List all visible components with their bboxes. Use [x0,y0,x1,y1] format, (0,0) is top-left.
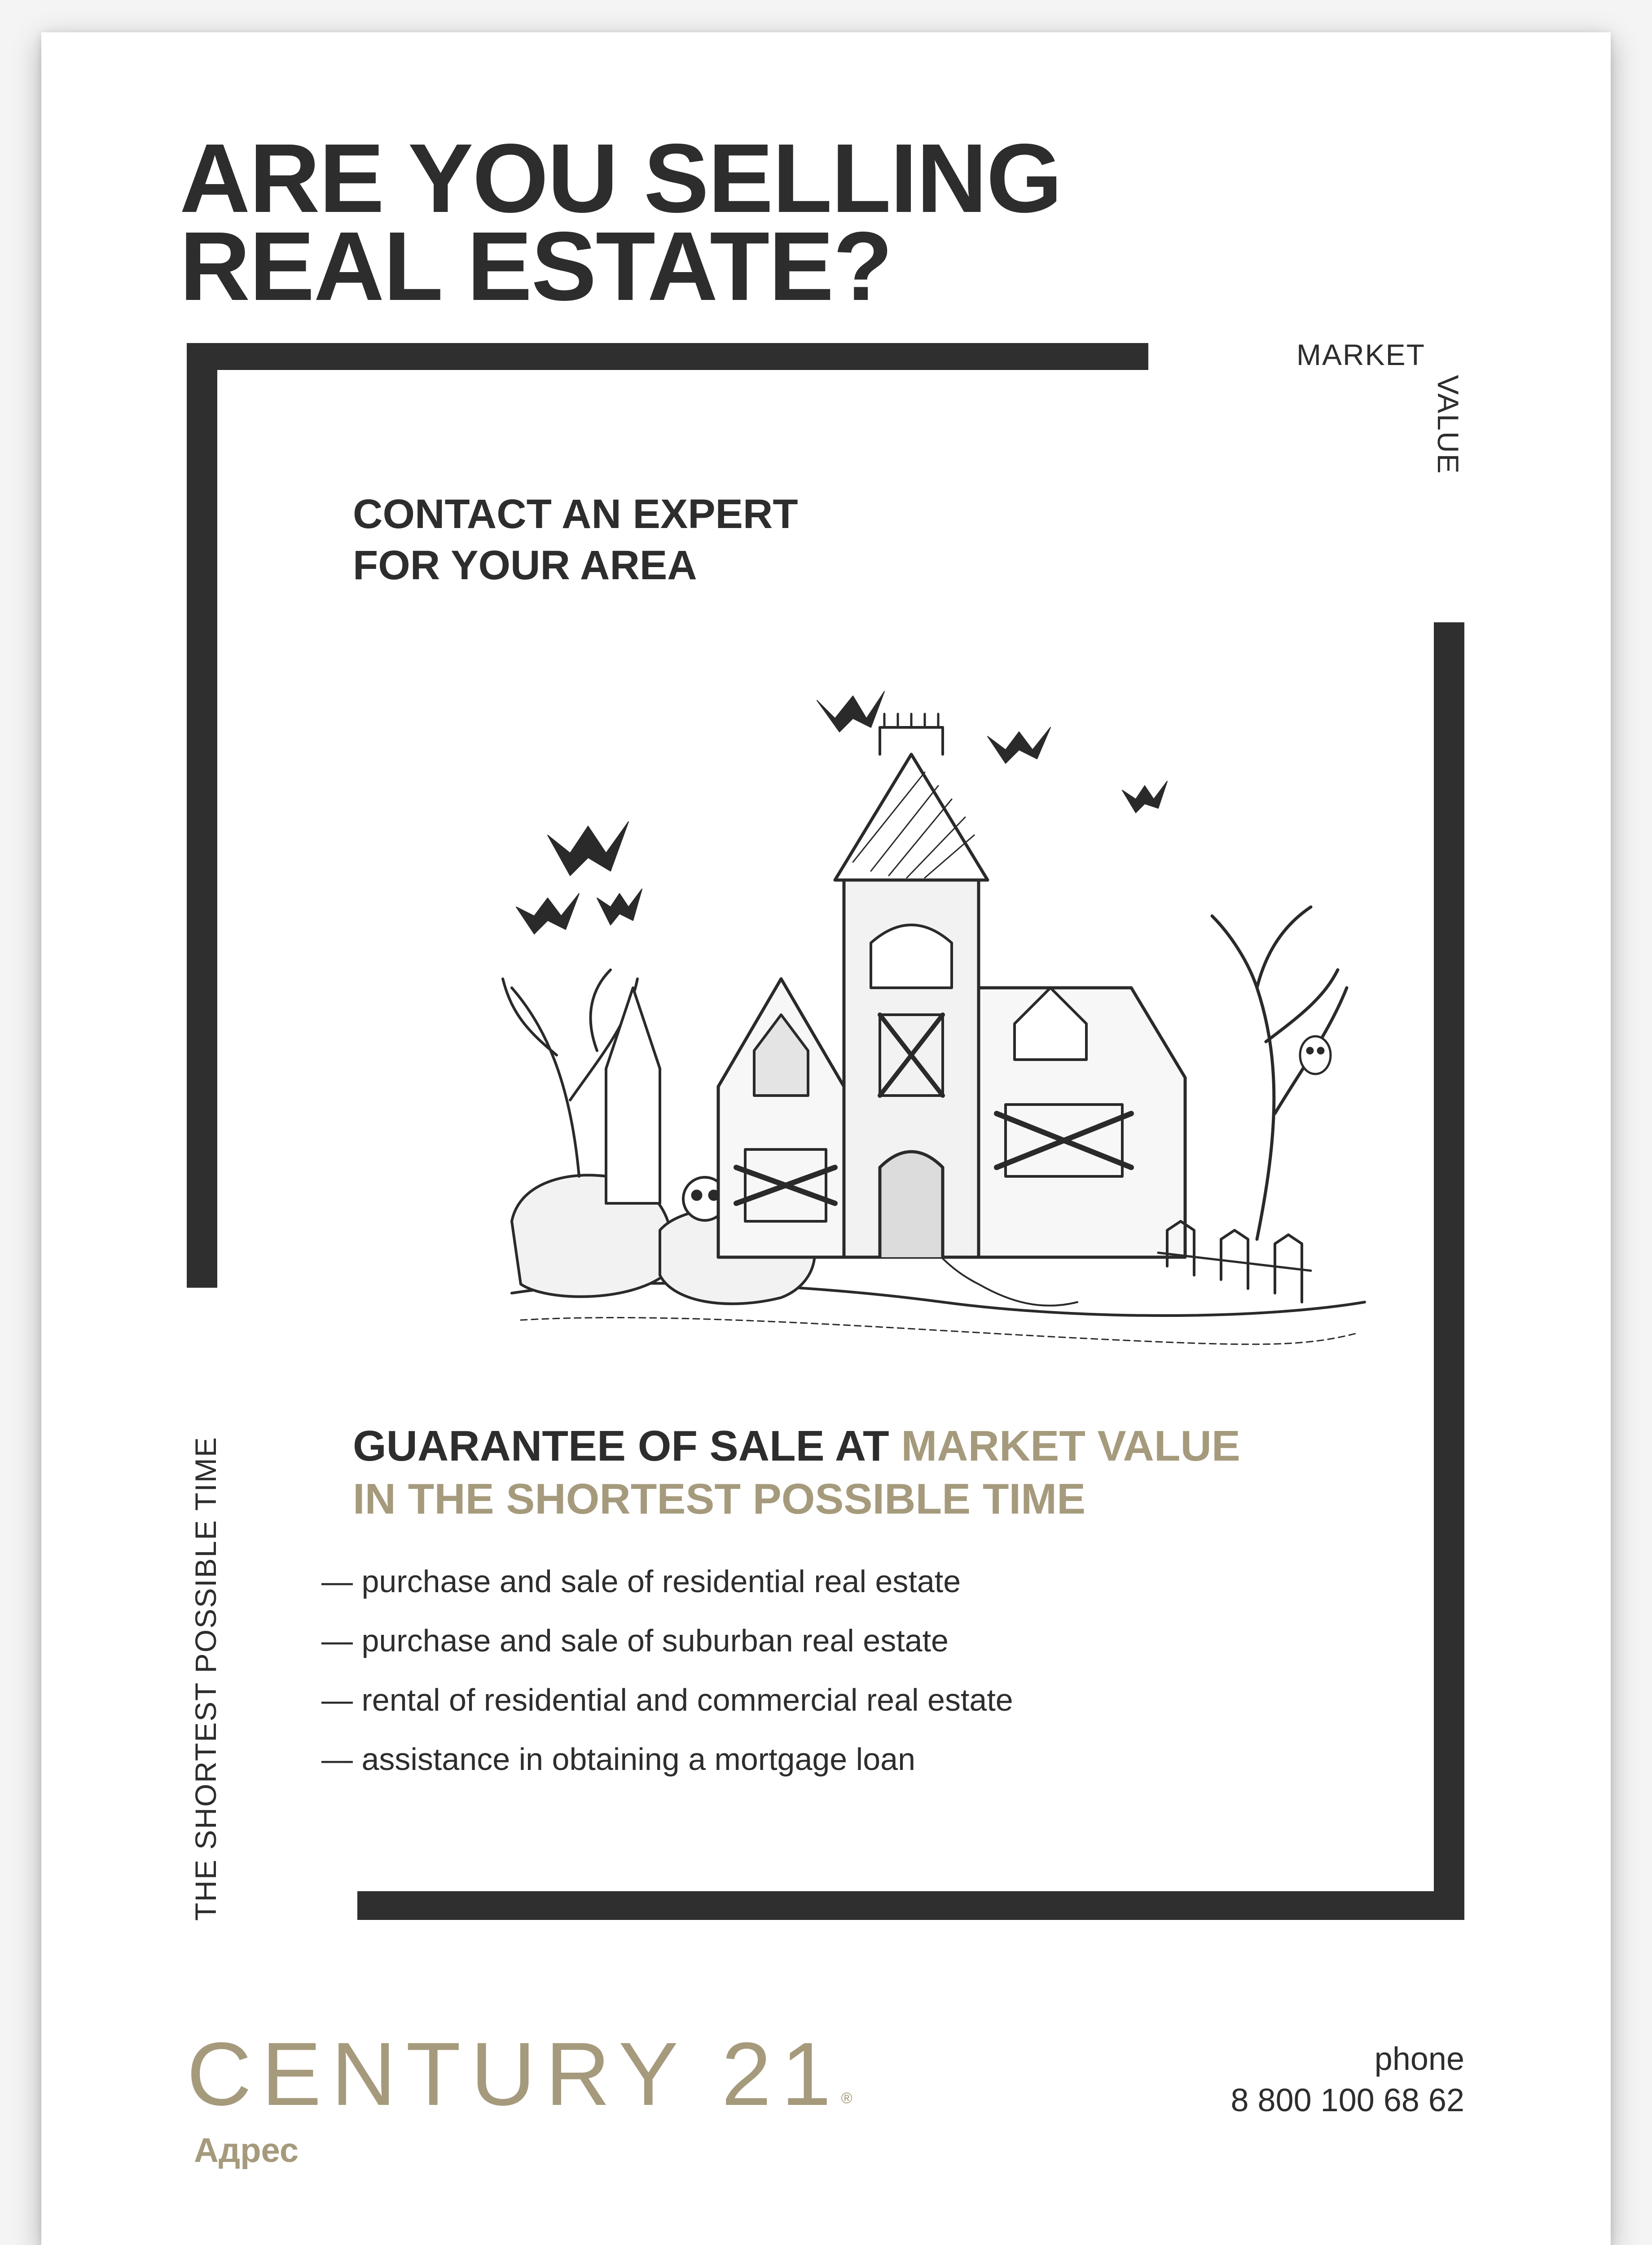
headline-line-2: REAL ESTATE? [180,212,892,321]
contact-line-1: CONTACT AN EXPERT [353,491,798,537]
guarantee-prefix: GUARANTEE OF SALE AT [353,1422,901,1470]
guarantee-line-2: IN THE SHORTEST POSSIBLE TIME [353,1475,1086,1523]
frame-bar-left [187,343,217,1288]
phone-number[interactable]: 8 800 100 68 62 [1230,2082,1464,2118]
frame-bar-right [1434,622,1464,1920]
haunted-house-illustration [494,584,1383,1383]
registered-mark: ® [841,2090,852,2107]
side-label-shortest-time: THE SHORTEST POSSIBLE TIME [189,1436,222,1921]
services-list [321,1559,1013,1796]
frame-bar-bottom [357,1891,1464,1920]
guarantee-highlight: MARKET VALUE [901,1422,1240,1470]
service-item: — rental of residential and commercial real estate [321,1682,1013,1717]
brand-address: Адрес [194,2131,299,2170]
service-item: — assistance in obtaining a mortgage loan [321,1742,916,1777]
guarantee-heading [353,1420,1240,1526]
contact-line-2: FOR YOUR AREA [353,542,697,588]
side-label-market: MARKET [1296,338,1426,371]
contact-heading [353,489,798,591]
brand-name: CENTURY 21 [187,2024,841,2124]
side-label-value: VALUE [1432,375,1465,475]
century21-logo [187,2024,852,2143]
service-item: — purchase and sale of residential real estate [321,1564,961,1599]
phone-label: phone [1374,2041,1464,2077]
headline [180,124,1062,321]
phone-block [1231,2038,1465,2121]
frame-bar-top [187,343,1148,370]
headline-line-1: ARE YOU SELLING [180,124,1062,233]
service-item: — purchase and sale of suburban real estate [321,1623,949,1658]
